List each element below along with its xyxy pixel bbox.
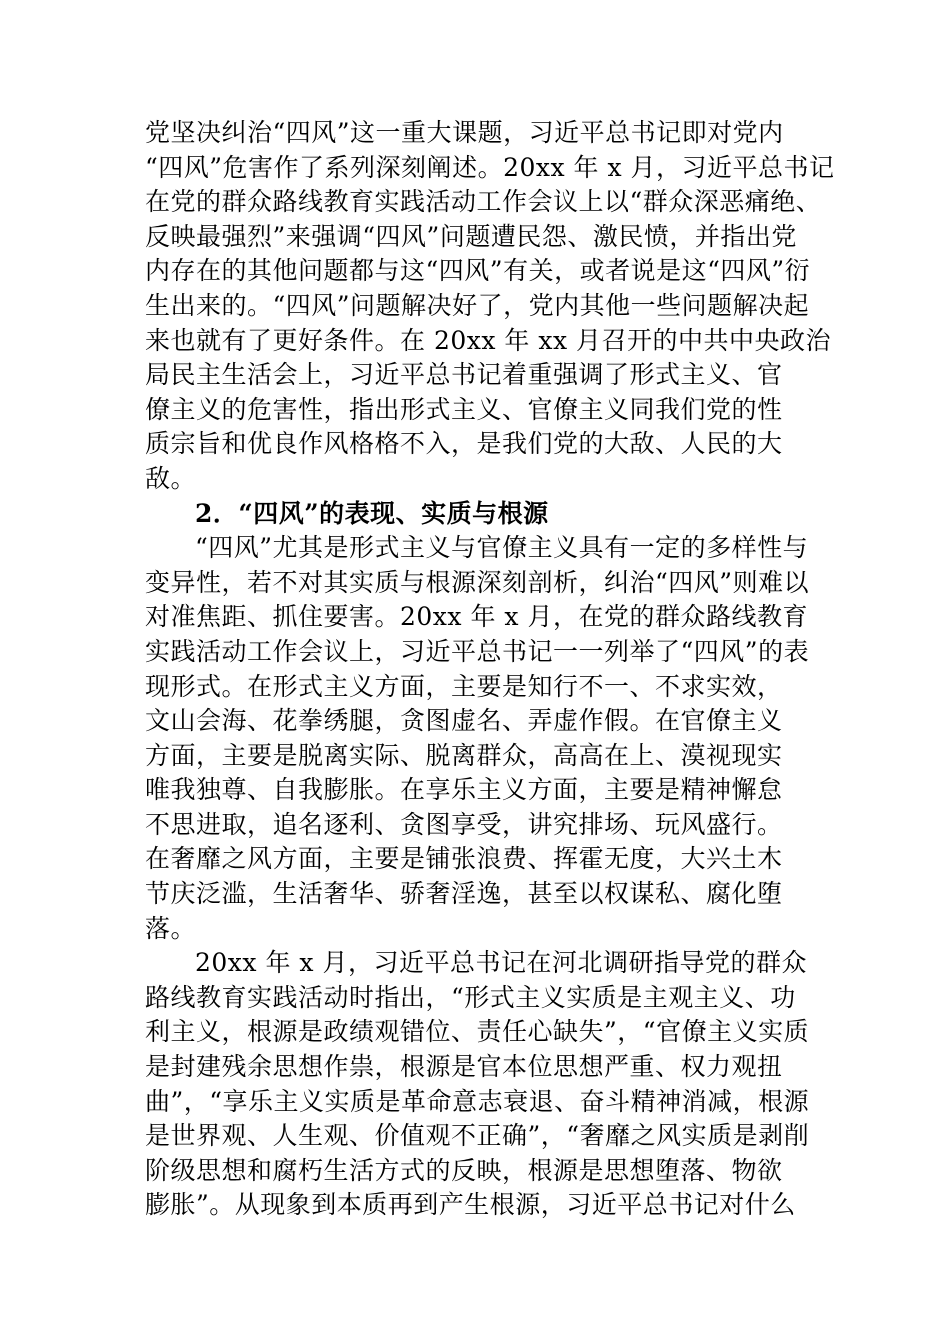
text-line: 20xx 年 x 月，习近平总书记在河北调研指导党的群众 [195,948,807,978]
text-line: 来也就有了更好条件。在 20xx 年 xx 月召开的中共中央政治 [145,325,831,355]
text-line: 内存在的其他问题都与这“四风”有关，或者说是这“四风”衍 [145,256,811,286]
text-line: 变异性，若不对其实质与根源深刻剖析，纠治“四风”则难以 [145,567,810,597]
text-line: 质宗旨和优良作风格格不入，是我们党的大敌、人民的大 [145,429,783,459]
text-line: 敌。 [145,463,197,493]
text-line: 在奢靡之风方面，主要是铺张浪费、挥霍无度，大兴土木 [145,844,783,874]
text-line: 局民主生活会上，习近平总书记着重强调了形式主义、官 [145,360,783,390]
paragraph-essence-roots [145,946,810,1223]
text-line: 方面，主要是脱离实际、脱离群众，高高在上、漠视现实 [145,740,783,770]
text-line: 现形式。在形式主义方面，主要是知行不一、不求实效， [145,671,783,701]
document-body [145,116,835,1223]
text-line: 阶级思想和腐朽生活方式的反映，根源是思想堕落、物欲 [145,1155,783,1185]
text-line: 反映最强烈”来强调“四风”问题遭民怨、激民愤，并指出党 [145,221,797,251]
text-line: 唯我独尊、自我膨胀。在享乐主义方面，主要是精神懈怠 [145,775,783,805]
text-line: 实践活动工作会议上，习近平总书记一一列举了“四风”的表 [145,636,810,666]
text-line: 党坚决纠治“四风”这一重大课题，习近平总书记即对党内 [145,118,784,147]
text-line: “四风”尤其是形式主义与官僚主义具有一定的多样性与 [195,533,809,563]
text-line: 利主义，根源是政绩观错位、责任心缺失”，“官僚主义实质 [145,1017,810,1047]
text-line: 是世界观、人生观、价值观不正确”，“奢靡之风实质是剥削 [145,1121,810,1151]
text-line: 生出来的。“四风”问题解决好了，党内其他一些问题解决起 [145,290,810,320]
text-line: 对准焦距、抓住要害。20xx 年 x 月，在党的群众路线教育 [145,602,808,632]
text-line: 是封建残余思想作祟，根源是官本位思想严重、权力观扭 [145,1052,783,1082]
text-line: 膨胀”。从现象到本质再到产生根源，习近平总书记对什么 [145,1190,796,1220]
text-line: 僚主义的危害性，指出形式主义、官僚主义同我们党的性 [145,394,783,424]
text-line: 不思进取，追名逐利、贪图享受，讲究排场、玩风盛行。 [145,809,783,839]
text-line: 落。 [145,913,197,943]
text-line: “四风”危害作了系列深刻阐述。20xx 年 x 月，习近平总书记 [145,152,835,182]
section-heading: 2．“四风”的表现、实质与根源 [195,498,549,528]
text-line: 曲”，“享乐主义实质是革命意志衰退、奋斗精神消减，根源 [145,1086,810,1116]
paragraph-manifestations [145,531,810,946]
text-line: 在党的群众路线教育实践活动工作会议上以“群众深恶痛绝、 [145,187,822,217]
paragraph-continuation [145,116,835,497]
text-line: 文山会海、花拳绣腿，贪图虚名、弄虚作假。在官僚主义 [145,706,783,736]
text-line: 路线教育实践活动时指出，“形式主义实质是主观主义、功 [145,982,796,1012]
text-line: 节庆泛滥，生活奢华、骄奢淫逸，甚至以权谋私、腐化堕 [145,879,783,909]
